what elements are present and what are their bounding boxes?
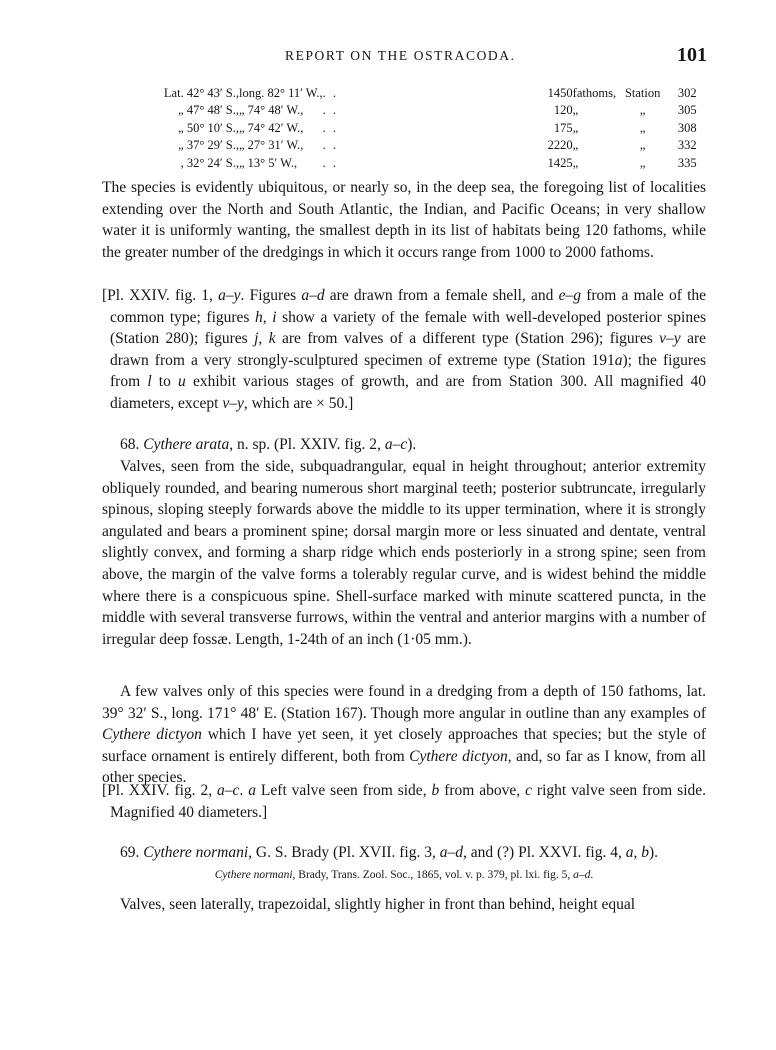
figure-label: j, k [254,330,276,348]
longitude-cell: „ 74° 48′ W., [239,103,304,118]
text-run: , G. S. Brady (Pl. XVII. fig. 3, [248,844,440,861]
text-run: from a male of the common type; figures [110,287,706,326]
unit-cell: „ [572,138,579,153]
text-run: . Figures [240,287,302,304]
station-number-cell: 332 [677,138,697,153]
text-run: Left valve seen from side, [256,782,432,799]
table-row [143,102,697,119]
species-name: Cythere normani [214,869,293,881]
station-label-cell: „ [639,138,646,153]
figure-label: b [431,782,440,799]
species-number: 68. [120,436,140,453]
station-label-cell: „ [639,120,646,135]
text-run: , and (?) Pl. XXVI. fig. 4, [463,844,626,861]
figure-label: u [178,373,186,391]
table-row [143,137,697,154]
latitude-cell: Lat. 42° 43′ S., [163,86,239,100]
text-run: which I have yet seen, it yet closely approaches that species; but the style of surface ornament is entirely different, both from [102,726,706,765]
leader-dots: . . [322,138,339,153]
text-run: [Pl. XXIV. fig. 2, [102,782,218,799]
figure-label: a–y [218,287,241,304]
description-paragraph-69: Valves, seen laterally, trapezoidal, slightly higher in front than behind, height equal [120,896,636,913]
text-run: are drawn from a very strongly-sculptured specimen of extreme type (Station 191 [110,330,707,369]
depth-cell: 175 [553,120,573,135]
species-heading-68 [102,434,706,456]
table-row [143,155,697,172]
species-name: Cythere normani [143,844,249,861]
table-row [143,120,697,137]
figure-label: a–d [301,287,325,304]
plate-note-cythere [102,285,706,415]
text-run: ). [648,844,659,861]
figure-label: c [525,782,532,799]
text-run: , and, so far as I know, from all other species. [102,747,706,787]
figure-label: a–c [217,782,240,799]
text-run: , Brady, Trans. Zool. Soc., 1865, vol. v. p. 379, pl. lxi. fig. 5, [292,869,574,881]
species-heading-69 [102,842,706,864]
depth-cell: 1450 [547,86,573,100]
text-run: right valve seen from side. Magnified 40 diameters.] [110,782,707,821]
page-number: 101 [677,44,707,66]
station-table [143,85,697,172]
figure-label: v–y [659,330,681,348]
figure-label: e–g [558,287,581,304]
text-run: . [590,869,594,881]
latitude-cell: , 32° 24′ S., [180,155,239,170]
station-label-cell: „ [639,103,646,118]
figure-label: a–d [439,844,463,861]
species-name: Cythere dictyon [409,747,508,765]
station-number-cell: 308 [677,120,697,135]
figure-label: a [248,782,256,799]
unit-cell: „ [572,103,579,118]
leader-dots: . . [322,103,339,118]
figure-label: h, i [255,308,277,326]
station-label-cell: Station [624,86,661,100]
text-run: [Pl. XXIV. fig. 1, [102,287,219,304]
station-label-cell: „ [639,155,646,170]
station-number-cell: 335 [677,155,697,170]
figure-label: v–y [222,394,244,412]
latitude-cell: „ 50° 10′ S., [178,120,239,135]
text-run: . [239,782,249,799]
unit-cell: „ [572,155,579,170]
longitude-cell: „ 13° 5′ W., [239,155,298,170]
text-run: ). [407,436,417,453]
plate-note-arata [102,780,706,823]
text-run: are drawn from a female shell, and [324,287,559,304]
table-row [143,85,697,102]
species-name: Cythere arata [143,436,230,453]
leader-dots: . . [322,155,339,170]
depth-cell: 2220 [547,138,573,153]
description-paragraph: Valves, seen from the side, subquadrangular, equal in height throughout; anterior extremity obliquely rounded, and bearing numerous short marginal teeth; posterior subtruncate, irregularly spinous, sloping steeply forwards above the middle to its upper termination, where it is strongly angulated and bears a prominent spine; dorsal margin more or less sinuated and dentate, ventral slightly convex, and forming a sharp ridge which ends posteriorly in a strong spine; seen from above, the margin of the valve forms a tolerably regular curve, and is widest behind the middle where there is a conspicuous spine. Shell-surface marked with minute scattered puncta, in the middle with several transverse furrows, within the ventral and anterior margins with a number of irregular deep fossæ. Length, 1-24th of an inch (1·05 mm.). [102,458,706,648]
latitude-cell: „ 37° 29′ S., [178,138,239,153]
figure-label: l [147,373,152,391]
species-number: 69. [120,844,140,861]
longitude-cell: „ 27° 31′ W., [239,138,304,153]
leader-dots: . . [322,86,339,100]
text-run: are from valves of a different type (Station 296); figures [275,330,660,348]
figure-label: a [614,351,623,369]
unit-cell: fathoms, [572,86,617,100]
text-run: , which are × 50.] [243,394,354,412]
station-number-cell: 305 [677,103,697,118]
species-name: Cythere dictyon [102,726,202,744]
leader-dots: . . [322,120,339,135]
distribution-paragraph: The species is evidently ubiquitous, or nearly so, in the deep sea, the foregoing list of localities extending over the North and South Atlantic, the Indian, and Pacific Oceans; in very shallow water it is uniformly wanting, the smallest depth in its list of habitats being 120 fathoms, while the greater number of the dredgings in which it occurs range from 1000 to 2000 fathoms. [102,179,706,261]
longitude-cell: long. 82° 11′ W., [239,86,323,100]
longitude-cell: „ 74° 42′ W., [239,120,304,135]
running-title: REPORT ON THE OSTRACODA. [285,48,516,63]
text-run: , n. sp. (Pl. XXIV. fig. 2, [229,436,385,453]
latitude-cell: „ 47° 48′ S., [178,103,239,118]
occurrence-paragraph [102,681,706,789]
figure-label: a–d [573,869,591,881]
text-run: ); the figures from [110,351,706,391]
figure-label: a–c [384,436,408,453]
depth-cell: 120 [553,103,573,118]
page-header [0,46,776,70]
text-run: exhibit various stages of growth, and are from Station 300. All magnified 40 diameters, except [110,373,706,412]
figure-label: a, b [625,844,649,861]
depth-cell: 1425 [547,155,573,170]
text-run: A few valves only of this species were found in a dredging from a depth of 150 fathoms, lat. 39° 32′ S., long. 171° 48′ E. (Station 167). Though more angular in outline than any examples of [102,683,706,722]
text-run: to [151,373,179,391]
text-run: from above, [439,782,526,799]
unit-cell: „ [572,120,579,135]
synonymy-reference [102,869,706,881]
station-number-cell: 302 [677,86,697,100]
text-run: show a variety of the female with well-developed posterior spines (Station 280); figures [110,308,706,348]
